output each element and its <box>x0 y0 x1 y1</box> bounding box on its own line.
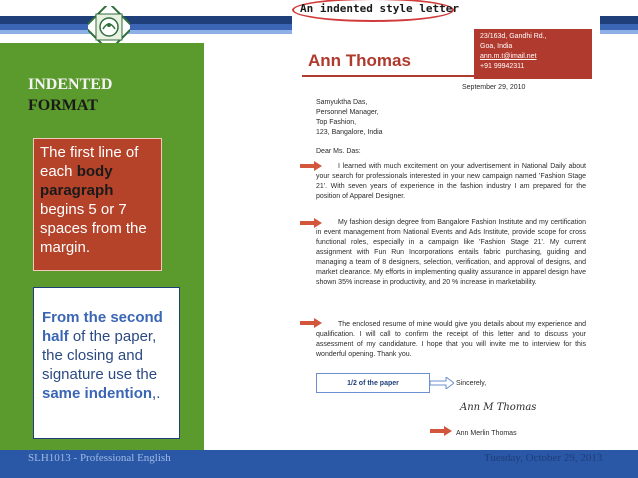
body-paragraph-2: My fashion design degree from Bangalore Fashion Institute and my certification in event management from National Events and Ads Institute, provide scope for cross functional roles, especially in a campaign like 'Fashion Stage 21'. My current assignment with Fun Run Incorporations entails fabric purchasing, guiding and managing a team of 8 designers, selection, verification, and approval of designs, and market clearance. My efforts in implementing quality assurance in apparel design have shown 35% increase in productivity, and 20 % increase in marketability. <box>316 219 586 286</box>
letter-closing: Sincerely, <box>456 380 487 387</box>
header-rule <box>302 75 474 77</box>
red-arrow-icon <box>300 161 322 171</box>
sender-phone: +91 99942311 <box>480 63 525 70</box>
rule2-text: of the paper, the closing and signature use the <box>42 328 158 383</box>
university-logo-icon <box>88 6 130 48</box>
sender-email: ann.m.t@imail.net <box>480 53 537 60</box>
rule-text-end: begins 5 or 7 spaces from the margin. <box>40 201 147 256</box>
slide-title-line2: FORMAT <box>28 97 98 114</box>
first-line-rule-box <box>33 138 162 271</box>
footer-course: SLH1013 - Professional English <box>28 452 171 464</box>
address-line1: 23/163d, Gandhi Rd., <box>480 33 547 40</box>
rule-text-bold: body paragraph <box>40 163 114 199</box>
half-paper-label: 1/2 of the paper <box>316 373 430 393</box>
salutation: Dear Ms. Das: <box>316 148 361 155</box>
recipient-line1: Samyuktha Das, <box>316 99 368 106</box>
recipient-block <box>316 98 383 138</box>
body-paragraph-3: The enclosed resume of mine would give you details about my experience and qualification. I will call to confirm the receipt of this letter and to discuss your assessment of my candidature. I hope that you will invite me to interview for this wonderful opening. Thank you. <box>316 321 586 358</box>
signature: Ann M Thomas <box>460 402 537 413</box>
rule2-highlight-1: From the second half <box>42 309 163 345</box>
red-arrow-icon <box>300 218 322 228</box>
letter-caption: An indented style letter <box>300 2 459 15</box>
recipient-line2: Personnel Manager, <box>316 109 379 116</box>
rule-text-start: The first line of each <box>40 144 139 180</box>
red-arrow-icon <box>430 426 452 436</box>
second-half-rule-box <box>33 287 180 439</box>
sender-address-block <box>474 29 592 79</box>
letter-date: September 29, 2010 <box>462 84 526 91</box>
footer-date: Tuesday, October 29, 2013 <box>484 452 603 464</box>
slide-title-line1: INDENTED <box>28 76 113 93</box>
slide-title <box>28 74 112 116</box>
sender-name: Ann Thomas <box>308 51 411 70</box>
blue-arrow-icon <box>430 377 454 389</box>
address-line2: Goa, India <box>480 43 513 50</box>
body-paragraph-1: I learned with much excitement on your advertisement in National Daily about your search for professionals interested in your new campaign named 'Fashion Stage 21'. With seven years of experience in the fashion industry I am prepared for the position of Apparel Designer. <box>316 163 586 200</box>
rule2-end: ,. <box>152 385 161 402</box>
rule2-highlight-2: same indention <box>42 385 153 402</box>
red-arrow-icon <box>300 318 322 328</box>
signer-name: Ann Merlin Thomas <box>456 430 517 437</box>
sample-letter <box>292 0 603 478</box>
letter-header <box>302 29 592 79</box>
recipient-line3: Top Fashion, <box>316 119 357 126</box>
recipient-line4: 123, Bangalore, India <box>316 129 383 136</box>
